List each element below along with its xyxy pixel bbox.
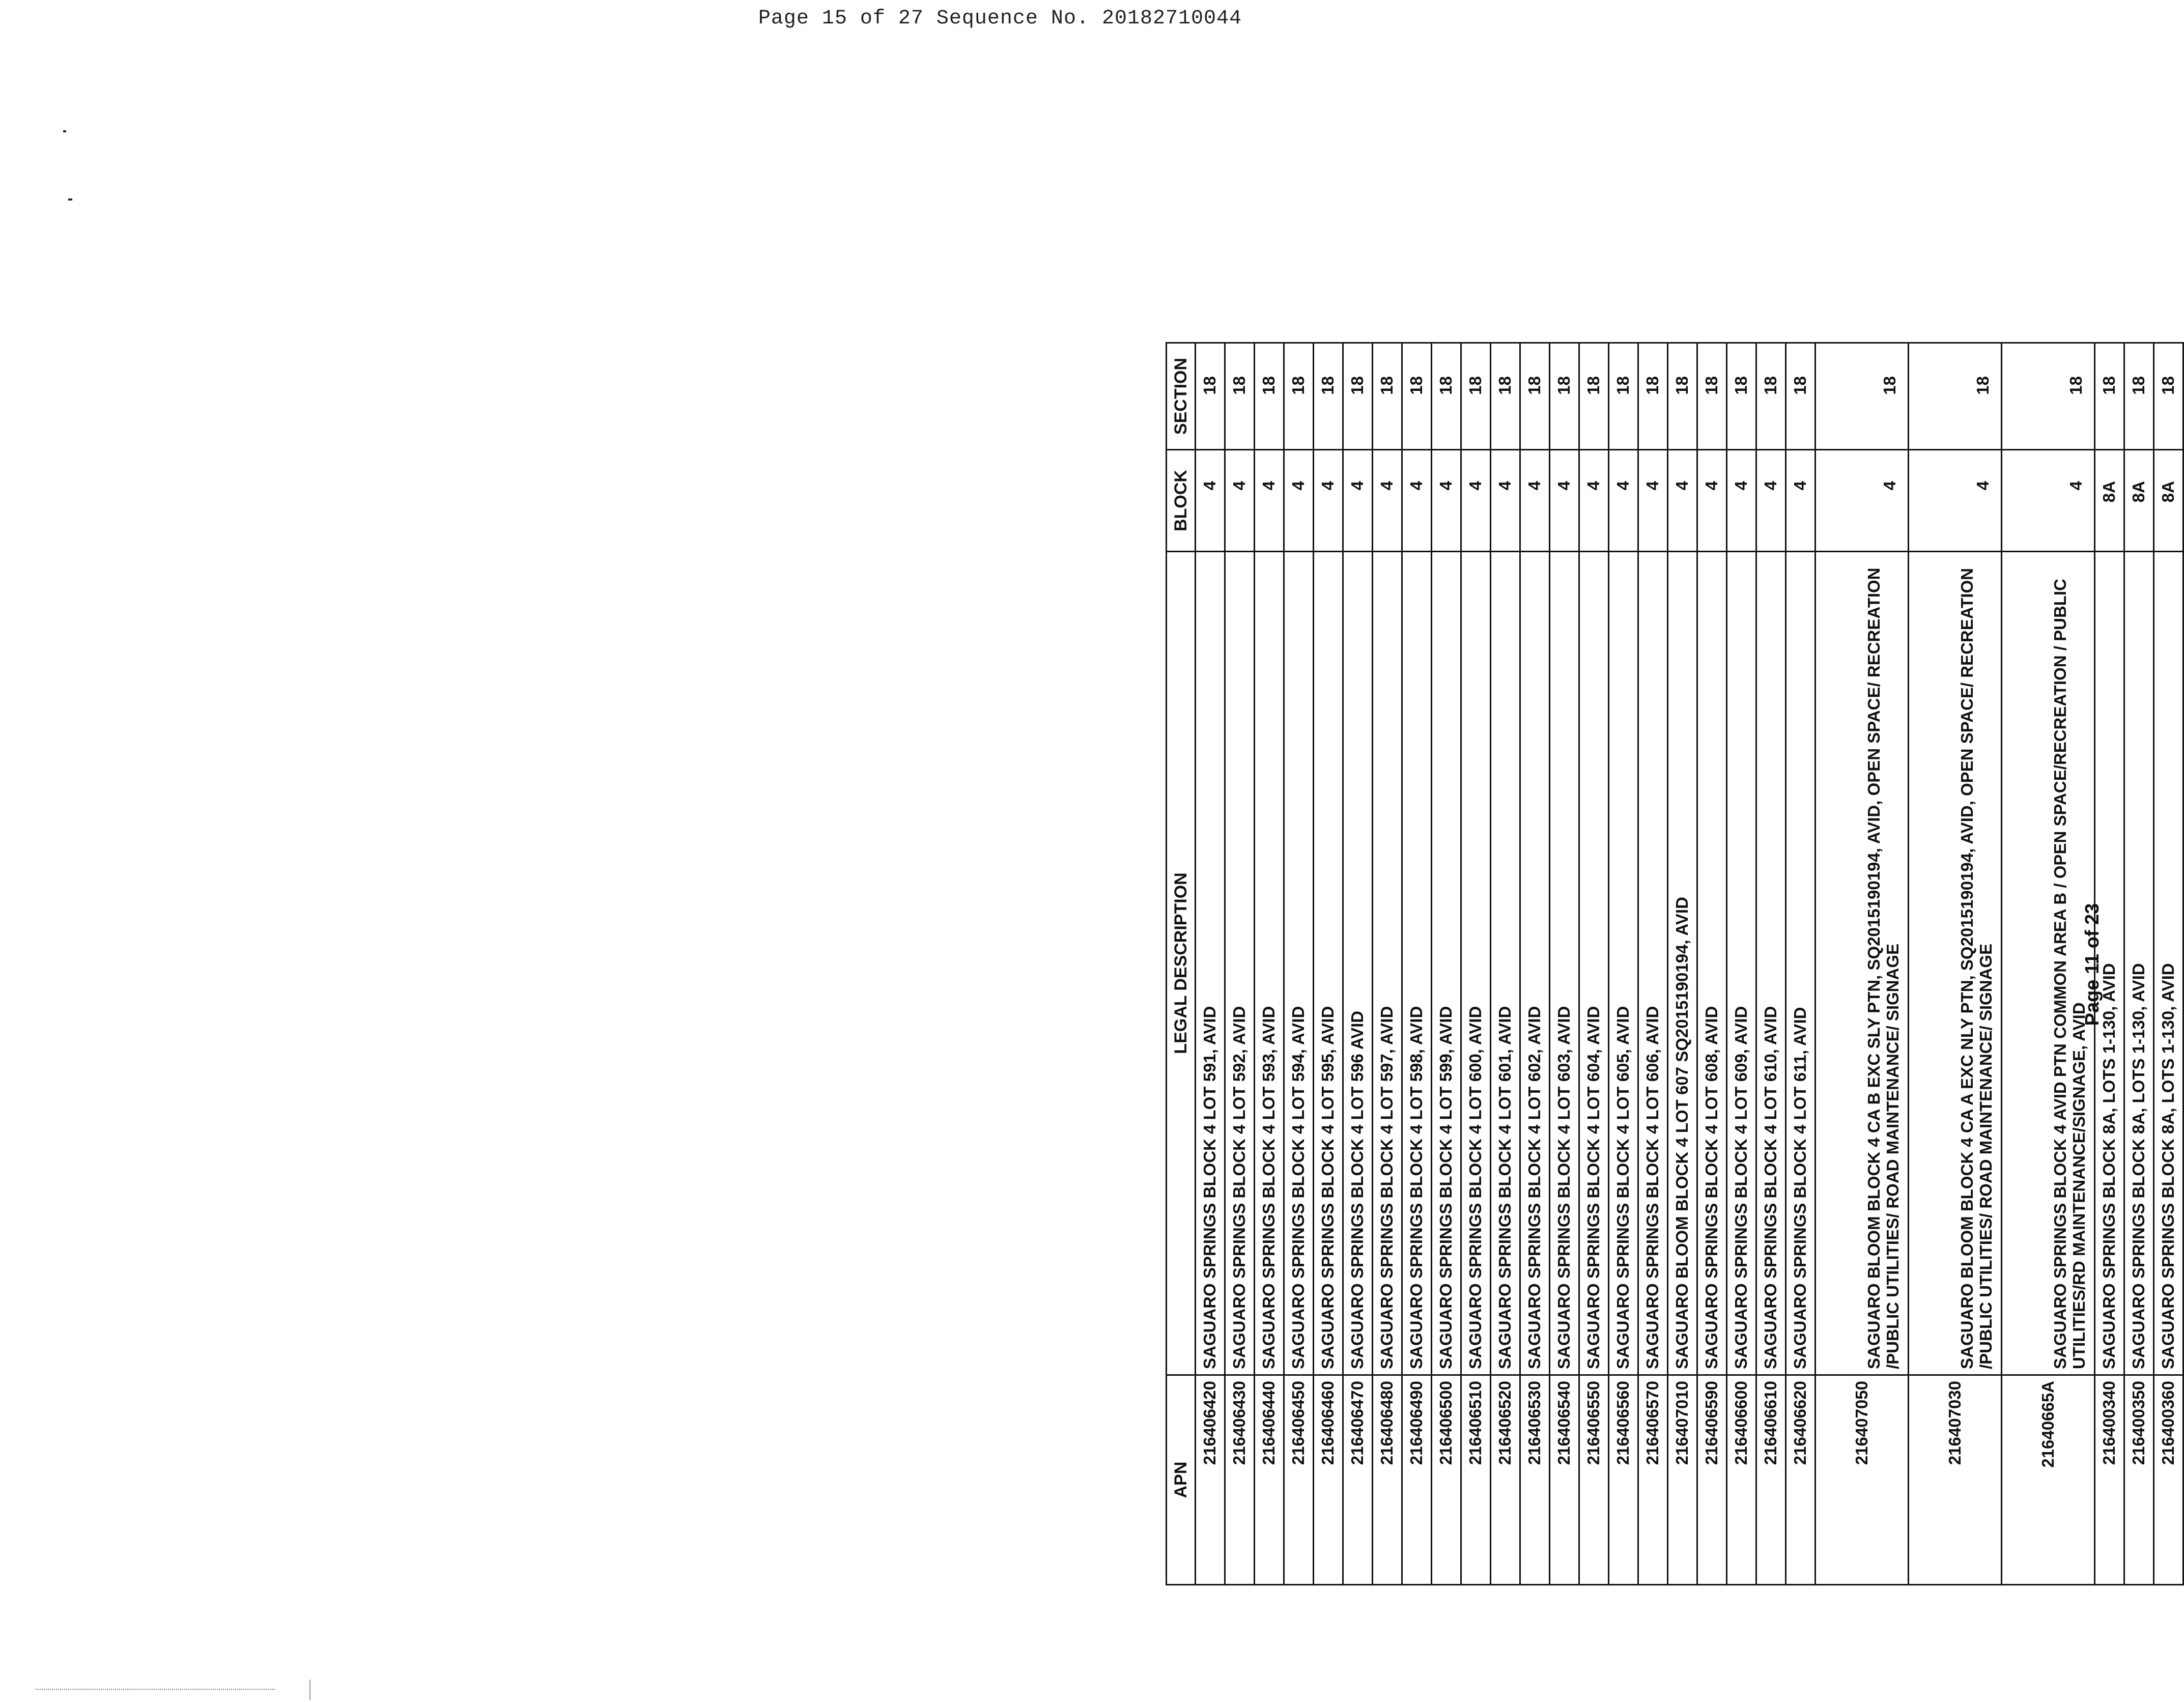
apn-cell: 216406430: [1225, 1375, 1255, 1585]
apn-cell: 216406490: [1402, 1375, 1432, 1585]
table-row: [1225, 343, 1255, 1585]
apn-cell: 216406590: [1697, 1375, 1727, 1585]
section-cell: 18: [1314, 343, 1343, 450]
legal-description-cell: SAGUARO SPRINGS BLOCK 4 LOT 603, AVID: [1550, 552, 1579, 1375]
block-cell: 4: [1284, 450, 1314, 552]
section-cell: 18: [1520, 343, 1550, 450]
table-row: [1727, 343, 1756, 1585]
section-cell: 18: [2124, 343, 2154, 450]
apn-cell: 216406560: [1609, 1375, 1638, 1585]
apn-cell: 216406500: [1432, 1375, 1461, 1585]
legal-description-cell: SAGUARO SPRINGS BLOCK 8A, LOTS 1-130, AVID: [2095, 552, 2124, 1375]
block-cell: 4: [1461, 450, 1491, 552]
apn-cell: 216406470: [1343, 1375, 1373, 1585]
column-header-block: BLOCK: [1167, 450, 1196, 552]
table-row: [1609, 343, 1638, 1585]
apn-cell: 216406550: [1579, 1375, 1609, 1585]
table-row: [1461, 343, 1491, 1585]
section-cell: 18: [1816, 343, 1909, 450]
apn-cell: 216406440: [1255, 1375, 1284, 1585]
block-cell: 8A: [2124, 450, 2154, 552]
legal-description-cell: SAGUARO SPRINGS BLOCK 4 LOT 598, AVID: [1402, 552, 1432, 1375]
legal-description-cell: SAGUARO BLOOM BLOCK 4 CA B EXC SLY PTN, SQ2015190194, AVID, OPEN SPACE/ RECREATION /PUBLIC UTILITIES/ ROAD MAINTENANCE/ SIGNAGE: [1816, 552, 1909, 1375]
legal-description-cell: SAGUARO SPRINGS BLOCK 4 LOT 593, AVID: [1255, 552, 1284, 1375]
section-cell: 18: [1550, 343, 1579, 450]
block-cell: 8A: [2154, 450, 2183, 552]
section-cell: 18: [1402, 343, 1432, 450]
legal-description-cell: SAGUARO SPRINGS BLOCK 4 LOT 609, AVID: [1727, 552, 1756, 1375]
section-cell: 18: [2002, 343, 2095, 450]
section-cell: 18: [1196, 343, 1225, 450]
legal-description-cell: SAGUARO SPRINGS BLOCK 4 LOT 595, AVID: [1314, 552, 1343, 1375]
table-header-row: [1167, 343, 1196, 1585]
block-cell: 4: [1255, 450, 1284, 552]
apn-cell: 216400360: [2154, 1375, 2183, 1585]
block-cell: 4: [1373, 450, 1402, 552]
table-row: [1697, 343, 1727, 1585]
column-header-apn: APN: [1167, 1375, 1196, 1585]
apn-cell: 216406600: [1727, 1375, 1756, 1585]
legal-description-cell: SAGUARO SPRINGS BLOCK 4 LOT 596 AVID: [1343, 552, 1373, 1375]
block-cell: 4: [1668, 450, 1697, 552]
apn-cell: 216407050: [1816, 1375, 1909, 1585]
block-cell: 4: [1225, 450, 1255, 552]
page-footer: Page 11 of 23: [2082, 903, 2103, 1026]
legal-description-cell: SAGUARO SPRINGS BLOCK 4 LOT 605, AVID: [1609, 552, 1638, 1375]
block-cell: 4: [1909, 450, 2002, 552]
apn-cell: 216406530: [1520, 1375, 1550, 1585]
table-row: [1638, 343, 1668, 1585]
table-row: [2124, 343, 2154, 1585]
apn-cell: 216400340: [2095, 1375, 2124, 1585]
apn-cell: 216406610: [1756, 1375, 1786, 1585]
block-cell: 4: [1314, 450, 1343, 552]
legal-description-cell: SAGUARO SPRINGS BLOCK 4 LOT 611, AVID: [1786, 552, 1816, 1375]
apn-cell: 216406450: [1284, 1375, 1314, 1585]
section-cell: 18: [2154, 343, 2183, 450]
table-row: [1343, 343, 1373, 1585]
column-header-legal-description: LEGAL DESCRIPTION: [1167, 552, 1196, 1375]
table-row: [1255, 343, 1284, 1585]
section-cell: 18: [1461, 343, 1491, 450]
section-cell: 18: [1609, 343, 1638, 450]
legal-description-cell: SAGUARO SPRINGS BLOCK 8A, LOTS 1-130, AVID: [2124, 552, 2154, 1375]
section-cell: 18: [1284, 343, 1314, 450]
section-cell: 18: [1727, 343, 1756, 450]
block-cell: 4: [1196, 450, 1225, 552]
column-header-section: SECTION: [1167, 343, 1196, 450]
section-cell: 18: [1343, 343, 1373, 450]
legal-description-cell: SAGUARO SPRINGS BLOCK 4 LOT 602, AVID: [1520, 552, 1550, 1375]
legal-description-table: [1166, 342, 2184, 1585]
apn-cell: 216406510: [1461, 1375, 1491, 1585]
table-row: [1373, 343, 1402, 1585]
table-row: [1668, 343, 1697, 1585]
block-cell: 4: [1727, 450, 1756, 552]
rotated-content: [1166, 344, 2183, 1585]
section-cell: 18: [1373, 343, 1402, 450]
block-cell: 8A: [2095, 450, 2124, 552]
table-row: [2002, 343, 2095, 1585]
legal-description-cell: SAGUARO SPRINGS BLOCK 4 LOT 594, AVID: [1284, 552, 1314, 1375]
apn-cell: 216406570: [1638, 1375, 1668, 1585]
section-cell: 18: [1909, 343, 2002, 450]
table-row: [1579, 343, 1609, 1585]
legal-description-cell: SAGUARO SPRINGS BLOCK 4 LOT 610, AVID: [1756, 552, 1786, 1375]
block-cell: 4: [1550, 450, 1579, 552]
block-cell: 4: [1432, 450, 1461, 552]
block-cell: 4: [1491, 450, 1520, 552]
table-row: [1756, 343, 1786, 1585]
block-cell: 4: [1343, 450, 1373, 552]
legal-description-cell: SAGUARO SPRINGS BLOCK 4 LOT 604, AVID: [1579, 552, 1609, 1375]
table-row: [1402, 343, 1432, 1585]
section-cell: 18: [1255, 343, 1284, 450]
legal-description-cell: SAGUARO SPRINGS BLOCK 4 LOT 599, AVID: [1432, 552, 1461, 1375]
apn-cell: 216406480: [1373, 1375, 1402, 1585]
section-cell: 18: [1786, 343, 1816, 450]
legal-description-cell: SAGUARO SPRINGS BLOCK 4 LOT 608, AVID: [1697, 552, 1727, 1375]
table-row: [1786, 343, 1816, 1585]
table-row: [1432, 343, 1461, 1585]
block-cell: 4: [1697, 450, 1727, 552]
table-row: [1816, 343, 1909, 1585]
section-cell: 18: [2095, 343, 2124, 450]
section-cell: 18: [1491, 343, 1520, 450]
apn-cell: 216406620: [1786, 1375, 1816, 1585]
table-row: [1520, 343, 1550, 1585]
legal-description-cell: SAGUARO SPRINGS BLOCK 4 LOT 597, AVID: [1373, 552, 1402, 1375]
apn-cell: 216406540: [1550, 1375, 1579, 1585]
scan-artifact-mark: [309, 1680, 310, 1700]
apn-cell: 216406420: [1196, 1375, 1225, 1585]
apn-cell: 216407030: [1909, 1375, 2002, 1585]
legal-description-cell: SAGUARO SPRINGS BLOCK 4 LOT 592, AVID: [1225, 552, 1255, 1375]
block-cell: 4: [1756, 450, 1786, 552]
legal-description-cell: SAGUARO BLOOM BLOCK 4 CA A EXC NLY PTN, SQ2015190194, AVID, OPEN SPACE/ RECREATION /PUBLIC UTILITIES/ ROAD MAINTENANCE/ SIGNAGE: [1909, 552, 2002, 1375]
table-row: [1550, 343, 1579, 1585]
scan-artifact-line: [36, 1689, 275, 1690]
legal-description-cell: SAGUARO SPRINGS BLOCK 4 LOT 591, AVID: [1196, 552, 1225, 1375]
block-cell: 4: [1520, 450, 1550, 552]
legal-description-cell: SAGUARO SPRINGS BLOCK 4 LOT 600, AVID: [1461, 552, 1491, 1375]
legal-description-cell: SAGUARO SPRINGS BLOCK 4 LOT 606, AVID: [1638, 552, 1668, 1375]
table-row: [2154, 343, 2183, 1585]
section-cell: 18: [1756, 343, 1786, 450]
legal-description-cell: SAGUARO BLOOM BLOCK 4 LOT 607 SQ20151901​94, AVID: [1668, 552, 1697, 1375]
apn-cell: 216407010: [1668, 1375, 1697, 1585]
block-cell: 4: [1786, 450, 1816, 552]
section-cell: 18: [1697, 343, 1727, 450]
block-cell: 4: [1816, 450, 1909, 552]
section-cell: 18: [1638, 343, 1668, 450]
table-row: [1196, 343, 1225, 1585]
apn-cell: 216400350: [2124, 1375, 2154, 1585]
legal-description-cell: SAGUARO SPRINGS BLOCK 4 AVID PTN COMMON AREA B / OPEN SPACE/RECREATION / PUBLIC UTILITIES/RD MAINTENANCE/SIGNAGE, AVID: [2002, 552, 2095, 1375]
block-cell: 4: [2002, 450, 2095, 552]
block-cell: 4: [1609, 450, 1638, 552]
table-row: [1284, 343, 1314, 1585]
section-cell: 18: [1579, 343, 1609, 450]
block-cell: 4: [1402, 450, 1432, 552]
apn-cell: 21640665A: [2002, 1375, 2095, 1585]
apn-cell: 216406520: [1491, 1375, 1520, 1585]
table-row: [1314, 343, 1343, 1585]
section-cell: 18: [1668, 343, 1697, 450]
table-row: [1491, 343, 1520, 1585]
apn-cell: 216406460: [1314, 1375, 1343, 1585]
legal-description-cell: SAGUARO SPRINGS BLOCK 4 LOT 601, AVID: [1491, 552, 1520, 1375]
section-cell: 18: [1225, 343, 1255, 450]
legal-description-cell: SAGUARO SPRINGS BLOCK 8A, LOTS 1-130, AVID: [2154, 552, 2183, 1375]
block-cell: 4: [1638, 450, 1668, 552]
section-cell: 18: [1432, 343, 1461, 450]
table-row: [1909, 343, 2002, 1585]
block-cell: 4: [1579, 450, 1609, 552]
sequence-stamp: Page 15 of 27 Sequence No. 20182710044: [758, 7, 1242, 30]
